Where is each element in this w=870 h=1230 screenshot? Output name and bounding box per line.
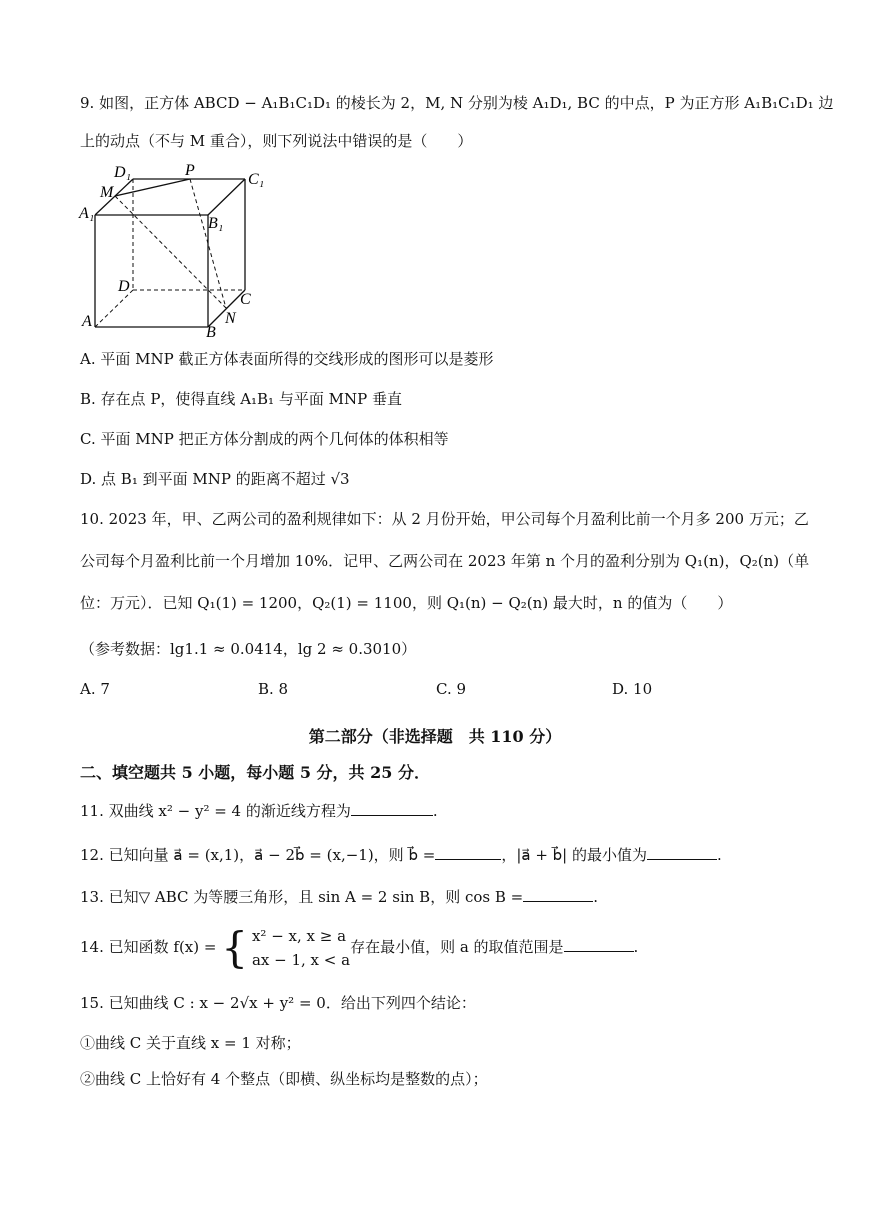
q11-line	[80, 800, 438, 822]
q9-line2: 上的动点（不与 M 重合），则下列说法中错误的是（ ）	[80, 132, 473, 150]
brace-symbol: {	[221, 923, 248, 972]
section2-title: 二、填空题共 5 小题，每小题 5 分，共 25 分．	[80, 763, 430, 782]
q14-answer-blank[interactable]	[564, 937, 634, 952]
q10-choice-a: A. 7	[80, 680, 110, 698]
q10-line1: 10. 2023 年，甲、乙两公司的盈利规律如下：从 2 月份开始，甲公司每个月盈利比前一个月多 200 万元；乙	[80, 510, 809, 528]
q12-answer-blank-1[interactable]	[435, 845, 501, 860]
label-A1: A₁	[79, 205, 95, 222]
label-B1: B₁	[208, 215, 224, 232]
q10-choice-c: C. 9	[436, 680, 467, 698]
q10-reference: （参考数据：lg1.1 ≈ 0.0414，lg 2 ≈ 0.3010）	[80, 640, 417, 658]
q14-end: .	[633, 938, 639, 956]
label-D1: D₁	[114, 164, 132, 181]
q12-end: .	[717, 846, 722, 864]
q10-line2: 公司每个月盈利比前一个月增加 10%．记甲、乙两公司在 2023 年第 n 个月的盈利分别为 Q₁(n)，Q₂(n)（单	[80, 552, 810, 570]
q14-case-1: x² − x, x ≥ a	[251, 927, 347, 945]
q14-text: 14. 已知函数 f(x) =	[80, 938, 217, 956]
label-C1: C₁	[248, 171, 265, 188]
q13-end: .	[593, 888, 599, 906]
q9-option-a: A. 平面 MNP 截正方体表面所得的交线形成的图形可以是菱形	[80, 350, 494, 368]
label-M: M	[100, 184, 114, 201]
q10-choice-b: B. 8	[258, 680, 289, 698]
q14-line	[80, 922, 638, 972]
q11-answer-blank[interactable]	[351, 801, 433, 816]
q10-choice-d: D. 10	[612, 680, 653, 698]
q9-line1: 9. 如图，正方体 ABCD − A₁B₁C₁D₁ 的棱长为 2，M, N 分别为棱 A₁D₁, BC 的中点，P 为正方形 A₁B₁C₁D₁ 边	[80, 94, 834, 112]
q12-mid-text: ，|a⃗ + b⃗| 的最小值为	[501, 846, 648, 864]
q15-line1: 15. 已知曲线 C : x − 2√x + y² = 0．给出下列四个结论：	[80, 994, 476, 1012]
q10-line3: 位：万元）．已知 Q₁(1) = 1200，Q₂(1) = 1100，则 Q₁(n) − Q₂(n) 最大时，n 的值为（ ）	[80, 594, 733, 612]
label-D: D	[118, 278, 130, 295]
label-P: P	[185, 162, 195, 179]
q14-case-2: ax − 1, x < a	[251, 951, 351, 969]
q11-end: .	[432, 802, 438, 820]
q13-line	[80, 886, 598, 908]
label-B: B	[206, 324, 216, 338]
q12-text: 12. 已知向量 a⃗ = (x,1)，a⃗ − 2b⃗ = (x,−1)，则 b⃗ =	[80, 846, 436, 864]
q9-option-b: B. 存在点 P，使得直线 A₁B₁ 与平面 MNP 垂直	[80, 390, 402, 408]
part2-title: 第二部分（非选择题 共 110 分）	[308, 727, 562, 746]
q13-answer-blank[interactable]	[523, 887, 593, 902]
q14-mid-text: 存在最小值，则 a 的取值范围是	[350, 938, 564, 956]
q11-text: 11. 双曲线 x² − y² = 4 的渐近线方程为	[80, 802, 351, 820]
label-N: N	[225, 310, 236, 327]
q13-text: 13. 已知▽ ABC 为等腰三角形，且 sin A = 2 sin B，则 cos B =	[80, 888, 524, 906]
q14-piecewise	[248, 924, 350, 972]
cube-figure	[78, 160, 278, 338]
q15-conclusion-1: ①曲线 C 关于直线 x = 1 对称；	[80, 1034, 301, 1052]
label-C: C	[240, 291, 251, 308]
q15-conclusion-2: ②曲线 C 上恰好有 4 个整点（即横、纵坐标均是整数的点）；	[80, 1070, 488, 1088]
q12-line	[80, 844, 722, 866]
q9-option-d: D. 点 B₁ 到平面 MNP 的距离不超过 √3	[80, 470, 350, 488]
q9-option-c: C. 平面 MNP 把正方体分割成的两个几何体的体积相等	[80, 430, 449, 448]
q12-answer-blank-2[interactable]	[647, 845, 717, 860]
label-A: A	[82, 313, 92, 330]
